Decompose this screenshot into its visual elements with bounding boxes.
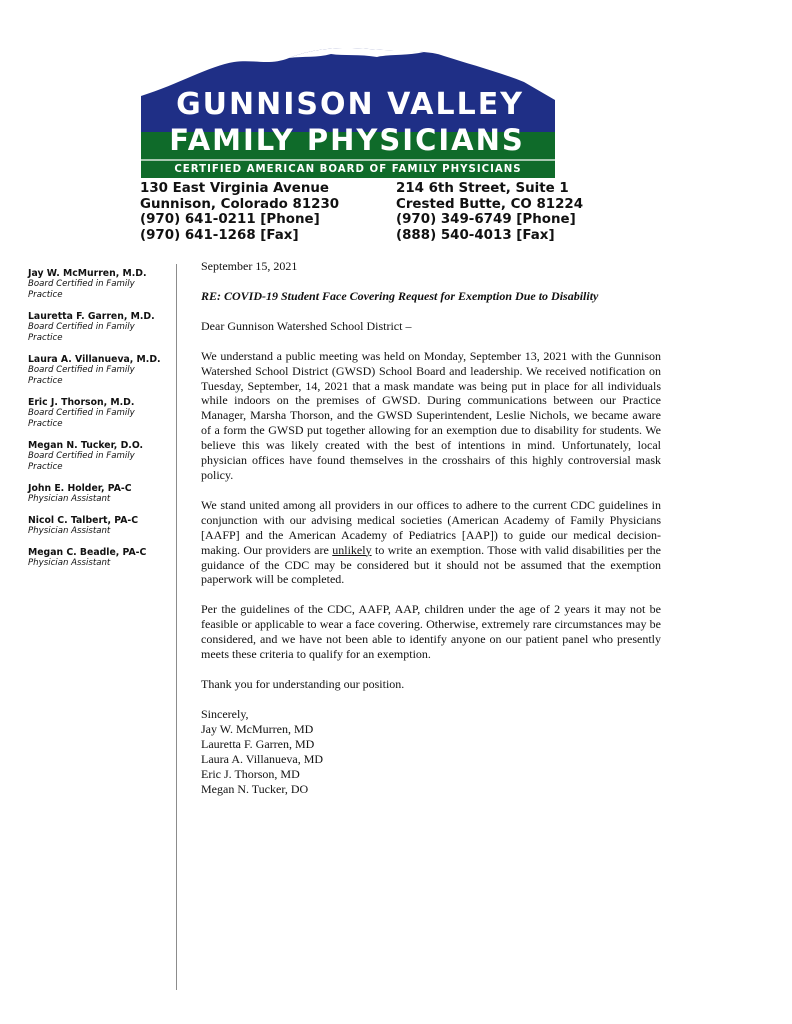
- fax-line: (970) 641-1268 [Fax]: [140, 227, 299, 243]
- signatory: Jay W. McMurren, MD: [201, 721, 314, 736]
- practice-logo: [139, 44, 557, 178]
- provider-title: Board Certified in Family Practice: [28, 408, 135, 429]
- provider-entry: [28, 547, 168, 569]
- fax-line: (888) 540-4013 [Fax]: [396, 227, 555, 243]
- provider-title: Board Certified in Family Practice: [28, 322, 135, 343]
- letter-date: September 15, 2021: [201, 259, 298, 273]
- provider-title: Board Certified in Family Practice: [28, 279, 135, 300]
- provider-entry: [28, 268, 168, 301]
- logo-line-2: FAMILY PHYSICIANS: [169, 123, 525, 157]
- mountain-logo-graphic: [139, 44, 557, 178]
- paragraph-meeting: We understand a public meeting was held on Monday, September 13, 2021 with the Gunnison Watershed School District (GWSD) School Board and leadership. We received notification on Tuesday, September, 14, 2021 that a mask mandate was being put in place for all individuals while indoors on the premises of GWSD. During communications between our Practice Manager, Marsha Thorson, and the GWSD Superintendent, Leslie Nichols, we became aware of a form the GWSD put together allowing for an exemption due to disability for students. We believe this was likely created with the best of intentions in mind. Unfortunately, local physician offices have found themselves in the crosshairs of this highly controversial mask policy.: [201, 348, 661, 482]
- provider-entry: [28, 483, 168, 505]
- provider-entry: [28, 354, 168, 387]
- letter-body: [201, 259, 661, 797]
- logo-line-1: GUNNISON VALLEY: [176, 87, 524, 122]
- provider-entry: [28, 311, 168, 344]
- phone-line: (970) 349-6749 [Phone]: [396, 212, 576, 228]
- gunnison-office-address: [140, 181, 339, 243]
- address-line: 214 6th Street, Suite 1: [396, 181, 569, 196]
- provider-name: Nicol C. Talbert, PA-C: [28, 515, 139, 526]
- letter-salutation: Dear Gunnison Watershed School District –: [201, 318, 412, 333]
- provider-name: Megan N. Tucker, D.O.: [28, 440, 144, 451]
- provider-name: Laura A. Villanueva, M.D.: [28, 354, 161, 365]
- provider-entry: [28, 440, 168, 473]
- provider-name: Megan C. Beadle, PA-C: [28, 547, 147, 558]
- underlined-word: unlikely: [332, 542, 372, 557]
- signatory: Laura A. Villanueva, MD: [201, 751, 324, 766]
- address-line: Crested Butte, CO 81224: [396, 196, 584, 212]
- provider-name: Lauretta F. Garren, M.D.: [28, 311, 155, 322]
- provider-title: Board Certified in Family Practice: [28, 451, 135, 472]
- address-line: Gunnison, Colorado 81230: [140, 196, 340, 212]
- signatory: Megan N. Tucker, DO: [201, 781, 309, 796]
- signature-block: [201, 707, 661, 797]
- phone-line: (970) 641-0211 [Phone]: [140, 212, 320, 228]
- sidebar-divider: [176, 264, 177, 990]
- paragraph-text: to write an exemption. Those with valid disabilities per the guidance of the CDC may be considered but it should not be assumed that the exemption paperwork will be completed.: [201, 542, 661, 587]
- signatory: Eric J. Thorson, MD: [201, 766, 300, 781]
- provider-entry: [28, 515, 168, 537]
- provider-title: Physician Assistant: [28, 526, 111, 536]
- signatory: Lauretta F. Garren, MD: [201, 736, 315, 751]
- provider-title: Physician Assistant: [28, 494, 111, 504]
- logo-tagline: CERTIFIED AMERICAN BOARD OF FAMILY PHYSICIANS: [174, 164, 522, 175]
- provider-name: Eric J. Thorson, M.D.: [28, 397, 135, 408]
- paragraph-criteria: Per the guidelines of the CDC, AAFP, AAP, children under the age of 2 years it may not be feasible or applicable to wear a face covering. Otherwise, extremely rare circumstances may be considered, and we have not been able to identify anyone on our patient panel who presently meets these criteria to qualify for an exemption.: [201, 602, 661, 662]
- provider-title: Board Certified in Family Practice: [28, 365, 135, 386]
- provider-entry: [28, 397, 168, 430]
- address-line: 130 East Virginia Avenue: [140, 181, 329, 196]
- provider-title: Physician Assistant: [28, 558, 111, 568]
- provider-name: Jay W. McMurren, M.D.: [28, 268, 147, 279]
- provider-list: [28, 268, 168, 579]
- paragraph-guidelines: [201, 498, 661, 587]
- provider-name: John E. Holder, PA-C: [28, 483, 132, 494]
- paragraph-text: We stand united among all providers in our offices to adhere to the current CDC guidelines in conjunction with our advising medical societies (American Academy of Family Physicians [AAFP] and the American Academy of Pediatrics [AAP]) to guide our medical decision-making. Our providers are: [201, 497, 661, 557]
- valediction: Sincerely,: [201, 706, 249, 721]
- letter-subject: RE: COVID-19 Student Face Covering Request for Exemption Due to Disability: [201, 288, 599, 303]
- crested-butte-office-address: [396, 181, 583, 243]
- closing-line: Thank you for understanding our position.: [201, 676, 405, 691]
